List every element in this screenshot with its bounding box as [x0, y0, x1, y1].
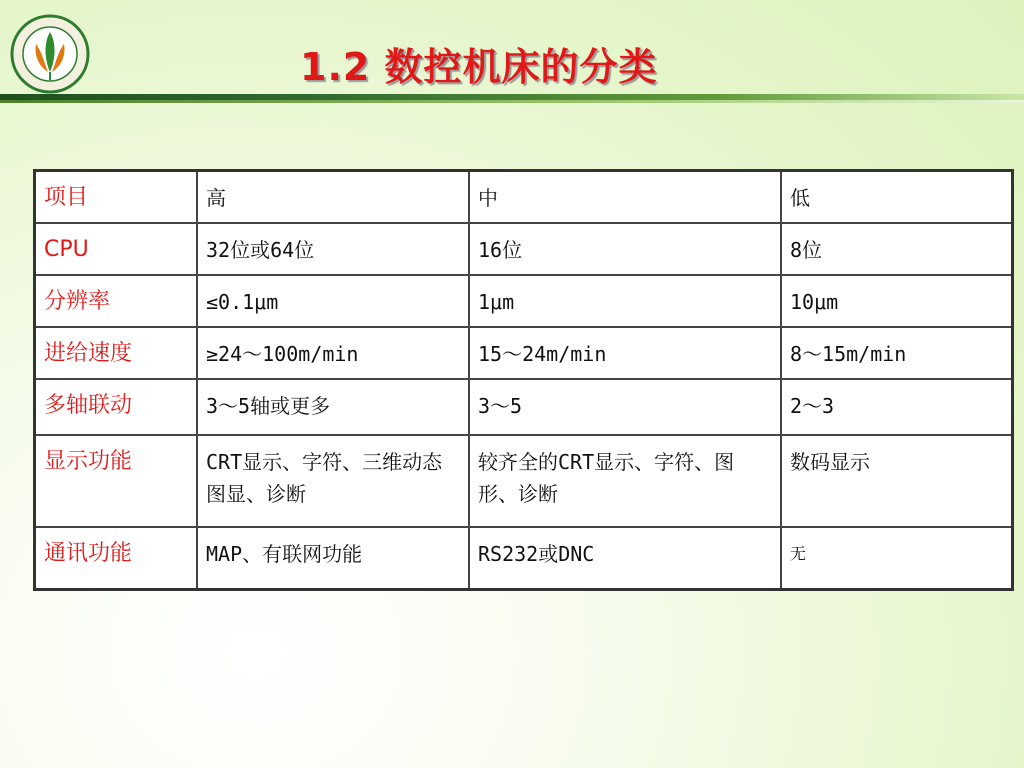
row-label-communication: 通讯功能 [35, 527, 198, 589]
table-row [35, 223, 1013, 275]
table-cell: 16位 [469, 223, 781, 275]
table-row [35, 527, 1013, 589]
table-cell: 8位 [781, 223, 1013, 275]
table-cell: 无 [781, 527, 1013, 589]
table-cell: 数码显示 [781, 435, 1013, 527]
row-label-feed-rate: 进给速度 [35, 327, 198, 379]
table-cell: 15～24m/min [469, 327, 781, 379]
table-row [35, 275, 1013, 327]
table-cell: MAP、有联网功能 [197, 527, 469, 589]
table-header-row [35, 171, 1013, 224]
table-row [35, 327, 1013, 379]
table-cell: RS232或DNC [469, 527, 781, 589]
table-row [35, 379, 1013, 435]
table-cell: 2～3 [781, 379, 1013, 435]
slide-title: 1.2 数控机床的分类 [300, 45, 658, 89]
header-cell-low: 低 [781, 171, 1013, 224]
table-cell: 32位或64位 [197, 223, 469, 275]
row-label-cpu: CPU [35, 223, 198, 275]
table-cell: ≥24～100m/min [197, 327, 469, 379]
table-cell: ≤0.1μm [197, 275, 469, 327]
row-label-multi-axis: 多轴联动 [35, 379, 198, 435]
table-cell: CRT显示、字符、三维动态图显、诊断 [197, 435, 469, 527]
table-cell: 3～5轴或更多 [197, 379, 469, 435]
table-cell: 3～5 [469, 379, 781, 435]
table-cell: 较齐全的CRT显示、字符、图形、诊断 [469, 435, 781, 527]
table-cell: 1μm [469, 275, 781, 327]
header-cell-high: 高 [197, 171, 469, 224]
table-cell: 8～15m/min [781, 327, 1013, 379]
university-logo [10, 14, 90, 94]
row-label-resolution: 分辨率 [35, 275, 198, 327]
header-cell-medium: 中 [469, 171, 781, 224]
table-row [35, 435, 1013, 527]
row-label-display: 显示功能 [35, 435, 198, 527]
header-cell-item: 项目 [35, 171, 198, 224]
table-cell: 10μm [781, 275, 1013, 327]
title-divider-light [0, 100, 1024, 103]
cnc-classification-table [33, 169, 1014, 591]
